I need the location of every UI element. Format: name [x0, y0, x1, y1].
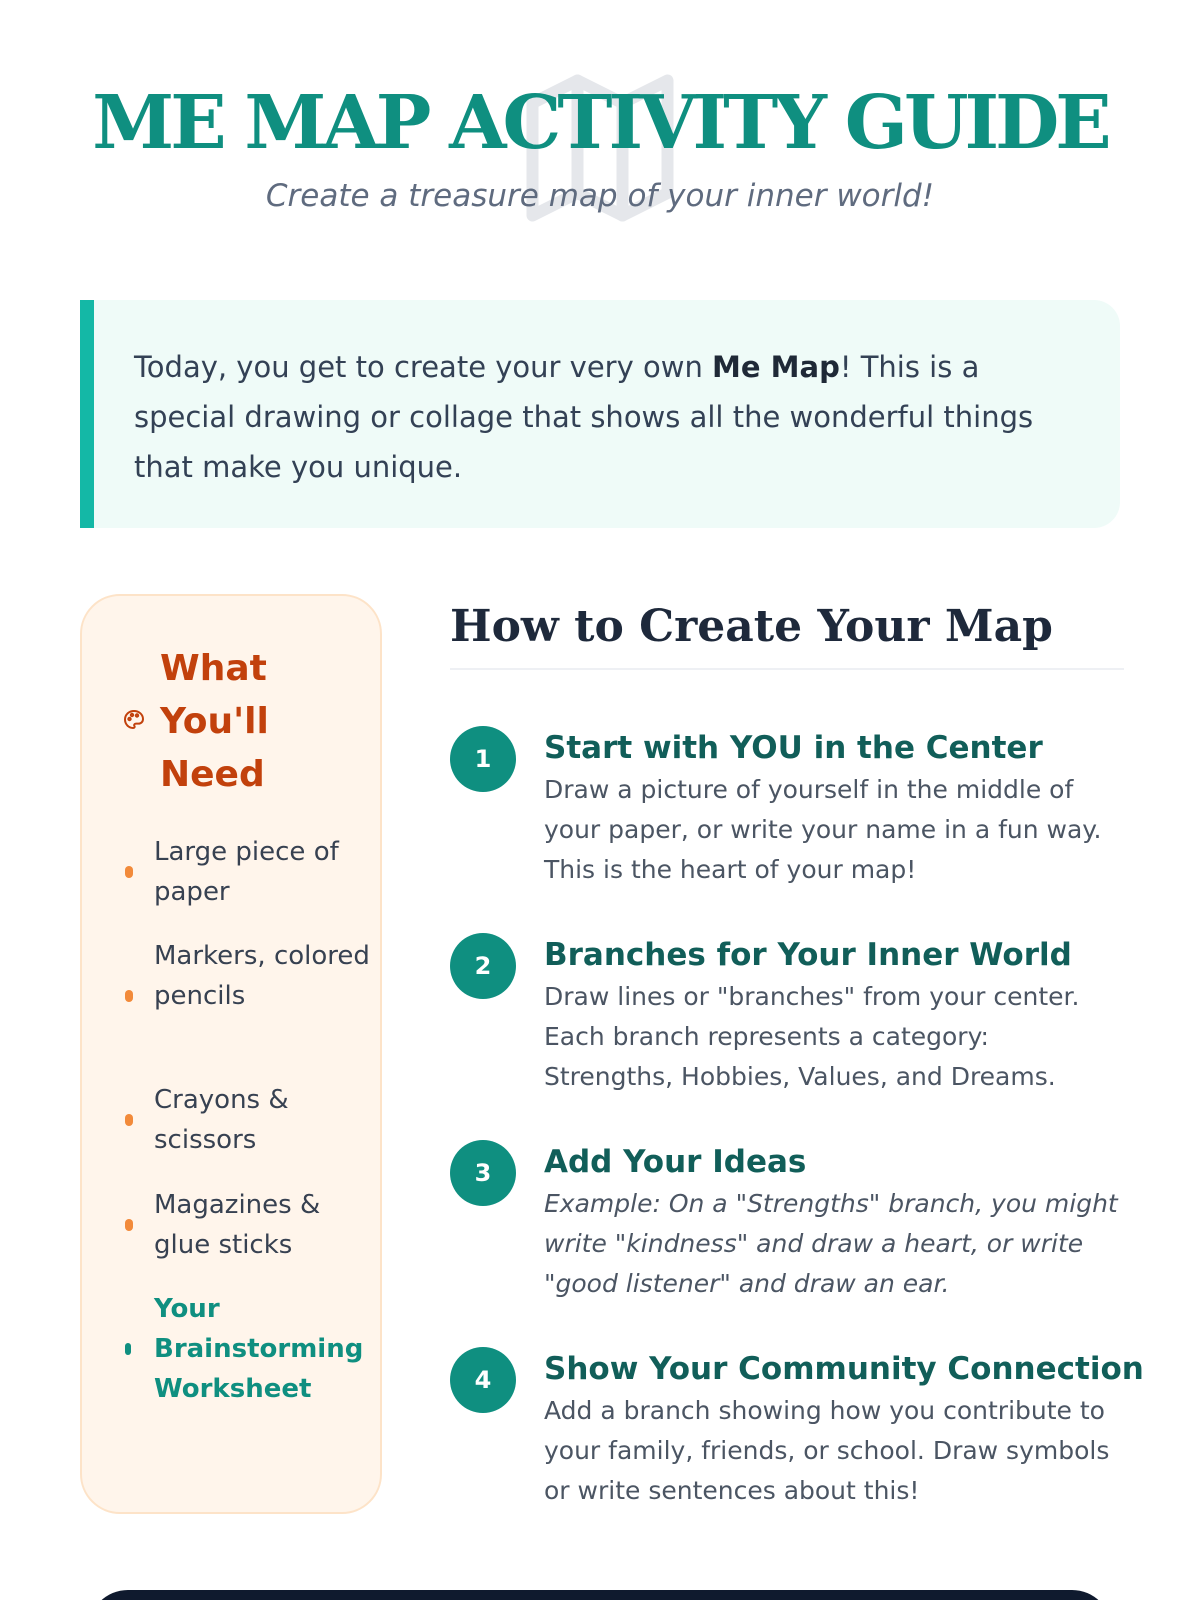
- bullet-dot: [125, 1114, 133, 1126]
- step-body: Draw a picture of yourself in the middle of your paper, or write your name in a fun way. This is the heart of your map!: [544, 775, 1102, 884]
- supplies-title: What You'll Need: [160, 648, 269, 795]
- step-title: Branches for Your Inner World: [544, 937, 1072, 973]
- steps-heading: How to Create Your Map: [450, 601, 1053, 652]
- intro-text-bold: Me Map: [712, 350, 840, 384]
- step-title: Start with YOU in the Center: [544, 730, 1043, 766]
- step-title: Add Your Ideas: [544, 1144, 807, 1180]
- step-body: Draw lines or "branches" from your center. Each branch represents a category: Strengths, Hobbies, Values, and Dreams.: [544, 982, 1080, 1091]
- bullet-dot: [125, 1343, 131, 1355]
- intro-callout: [80, 300, 1120, 528]
- bullet-dot: [125, 866, 133, 878]
- bullet-dot: [125, 990, 133, 1002]
- step-number: 3: [450, 1140, 516, 1206]
- supplies-card: [80, 594, 382, 1514]
- step-title: Show Your Community Connection: [544, 1351, 1144, 1387]
- page-subtitle: Create a treasure map of your inner world!: [265, 178, 935, 214]
- supply-label: Magazines & glue sticks: [154, 1190, 321, 1260]
- palette-icon: [122, 708, 146, 732]
- step-number: 1: [450, 726, 516, 792]
- supply-label: Your Brainstorming Worksheet: [154, 1294, 364, 1404]
- step-number: 2: [450, 933, 516, 999]
- step-body: Add a branch showing how you contribute to your family, friends, or school. Draw symbols or write sentences about this!: [544, 1396, 1110, 1505]
- footer-banner: [88, 1590, 1112, 1600]
- page-title: ME MAP ACTIVITY GUIDE: [92, 80, 1108, 166]
- bullet-dot: [125, 1219, 133, 1231]
- supply-label: Markers, colored pencils: [154, 941, 370, 1011]
- step-number: 4: [450, 1347, 516, 1413]
- supply-label: Large piece of paper: [154, 837, 339, 907]
- step-body: Example: On a "Strengths" branch, you might write "kindness" and draw a heart, or write "good listener" and draw an ear.: [544, 1189, 1118, 1298]
- page-header: [0, 0, 1200, 260]
- intro-text: [134, 342, 1064, 492]
- intro-text-part: Today, you get to create your very own: [134, 350, 713, 384]
- heading-divider: [450, 668, 1124, 670]
- supply-label: Crayons & scissors: [154, 1085, 289, 1155]
- intro-text-part: ! This is a special drawing or collage that shows all the wonderful things that make you unique.: [134, 350, 1034, 484]
